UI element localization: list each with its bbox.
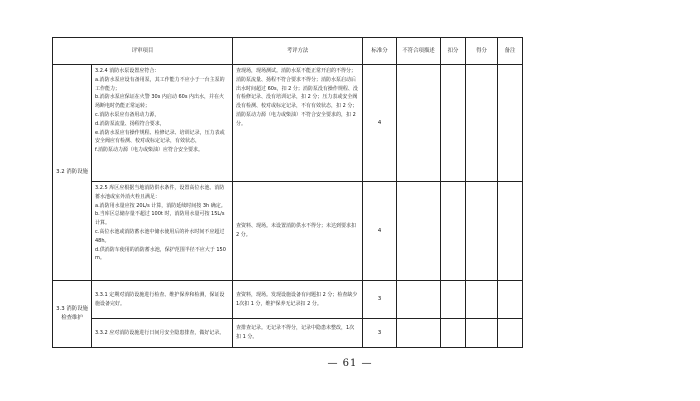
requirement-line: b.消防水泵应保证在火警 30s 内启动 60s 内出水，并在火场断电时仍能正常运转； — [95, 94, 225, 110]
table-row — [53, 281, 523, 319]
method-cell — [233, 319, 363, 348]
nonconform-cell — [397, 182, 441, 281]
header-score: 得分 — [466, 38, 498, 65]
standard-score-value: 3 — [363, 319, 397, 348]
standard-score-value: 4 — [363, 182, 397, 281]
requirement-cell — [92, 65, 233, 182]
score-cell — [466, 281, 498, 319]
score-cell — [466, 319, 498, 348]
header-item: 评审项目 — [53, 38, 233, 65]
deduct-cell — [441, 65, 466, 182]
requirement-line: e.消防水泵应有操作规程、检修记录、培训记录，压力表或安全阀应有检测、校对或标定记录，有效状态， — [95, 129, 225, 145]
remark-cell — [498, 182, 523, 281]
section-title-3-3: 3.3 消防设施检查维护 — [53, 281, 92, 348]
header-nonconform: 不符合项描述 — [397, 38, 441, 65]
method-text: 查资料、现场。未设置消防供水不得分；未达到要求扣 2 分。 — [236, 223, 357, 238]
header-standard-score: 标准分 — [363, 38, 397, 65]
header-method: 考评方法 — [233, 38, 363, 65]
requirement-line: a.消防用水量应按 20L/s 计算，消防延续时间按 3h 确定。 — [95, 202, 226, 209]
evaluation-table — [52, 37, 523, 348]
requirement-line: 3.2.4 消防水泵设置应符合： — [95, 68, 160, 74]
table-row — [53, 182, 523, 281]
header-deduct: 扣分 — [441, 38, 466, 65]
page-number: — 61 — — [327, 358, 373, 369]
method-cell — [233, 281, 363, 319]
deduct-cell — [441, 319, 466, 348]
requirement-line: 3.3.2 应对消防设施进行日间月安全隐患排查，做好记录。 — [95, 329, 225, 336]
nonconform-cell — [397, 319, 441, 348]
requirement-line: d.消防泵流量、扬程符合要求， — [95, 120, 165, 127]
nonconform-cell — [397, 65, 441, 182]
table-row — [53, 319, 523, 348]
requirement-cell — [92, 281, 233, 319]
requirement-line: b.当库区总储存量不超过 100t 时，消防用水量可按 15L/s 计算。 — [95, 211, 225, 227]
requirement-line: c.高位水池或消防蓄水池中储水使用后的补水时间不应超过 48h。 — [95, 228, 225, 244]
remark-cell — [498, 319, 523, 348]
requirement-line: d.供消防车使用的消防蓄水池，保护范围半径不应大于 150m。 — [95, 246, 226, 262]
standard-score-value: 4 — [363, 65, 397, 182]
requirement-line: c.消防水泵应有备用动力源， — [95, 111, 160, 118]
requirement-line: 3.3.1 定期对消防设施进行检查、维护保养和检测，保证设施设备完好。 — [95, 291, 225, 307]
header-remark: 备注 — [498, 38, 523, 65]
method-cell — [233, 182, 363, 281]
nonconform-cell — [397, 281, 441, 319]
score-cell — [466, 65, 498, 182]
deduct-cell — [441, 281, 466, 319]
table-row — [53, 65, 523, 182]
standard-score-value: 3 — [363, 281, 397, 319]
requirement-cell — [92, 182, 233, 281]
table-header-row — [53, 38, 523, 65]
method-text: 查现场，现场测试。消防水泵不能正常开启的不得分；消防泵流量、扬程不符合要求不得分；消防水泵启动后出水时间超过 60s，扣 2 分；消防泵没有操作规程、没有检修记录、没有培训记录，扣 2 分；压力表或安全阀没有检测、校对或标定记录，不有有效状态，扣 2 分；消防泵动力源（电力或柴油）不符合安全要求的，扣 2 分。 — [236, 68, 358, 127]
method-cell — [233, 65, 363, 182]
requirement-line: a.消防水泵应设有备用泵，其工作能力不应小于一台主泵的工作能力； — [95, 76, 225, 92]
remark-cell — [498, 281, 523, 319]
remark-cell — [498, 65, 523, 182]
requirement-cell — [92, 319, 233, 348]
requirement-line: f.消防泵动力源（电力或柴油）应符合安全要求。 — [95, 147, 203, 154]
method-text: 查资料，现场。发现设施设备有问题扣 2 分；检查缺少1次扣 1 分，维护保养无记录扣 2 分。 — [236, 291, 358, 307]
deduct-cell — [441, 182, 466, 281]
score-cell — [466, 182, 498, 281]
method-text: 查排查记录。无记录不得分，记录中隐患未整改，1次扣 1 分。 — [236, 325, 355, 340]
requirement-line: 3.2.5 库区应根据当地消防供水条件，设置高位水池、消防蓄水池或室外消火栓且满足： — [95, 185, 225, 200]
section-title-3-2: 3.2 消防设施 — [53, 65, 92, 281]
